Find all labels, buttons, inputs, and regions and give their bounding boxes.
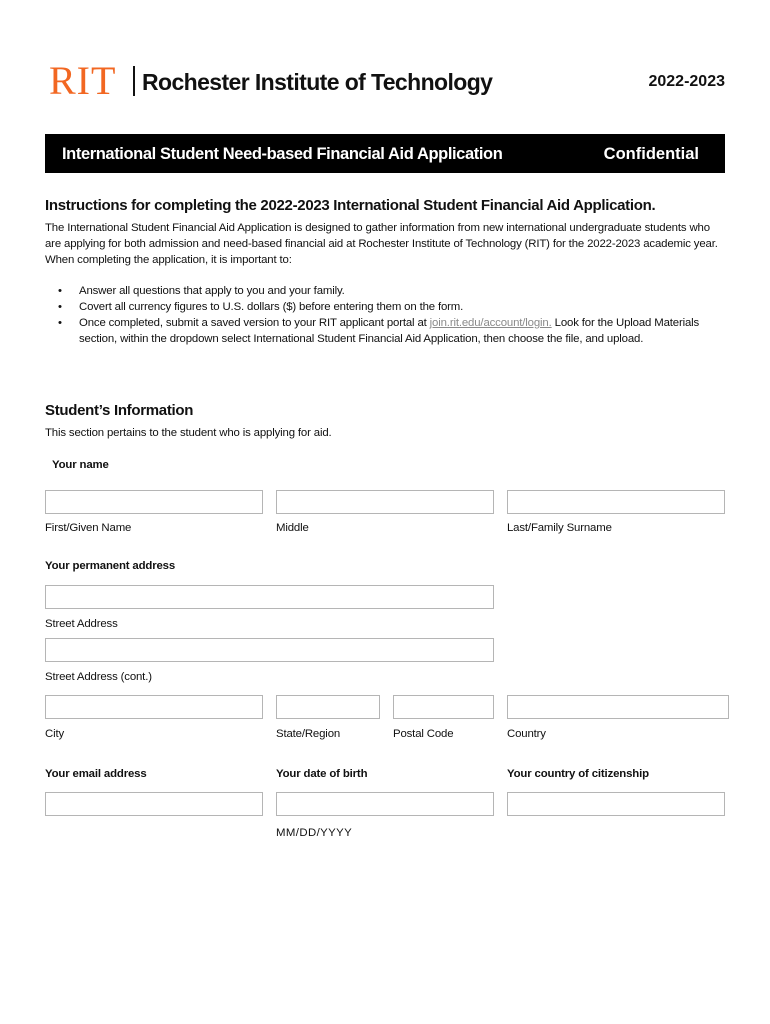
street-address-input[interactable] bbox=[45, 585, 494, 609]
institution-name: Rochester Institute of Technology bbox=[142, 69, 493, 95]
country-caption: Country bbox=[507, 728, 546, 740]
form-title: International Student Need-based Financial Aid Application bbox=[62, 145, 503, 163]
street-address-caption: Street Address bbox=[45, 618, 118, 630]
date-of-birth-caption: MM/DD/YYYY bbox=[276, 827, 353, 839]
confidential-label: Confidential bbox=[603, 145, 699, 163]
academic-year: 2022-2023 bbox=[648, 73, 725, 90]
bullet-marker: • bbox=[58, 301, 62, 313]
middle-name-input[interactable] bbox=[276, 490, 494, 514]
last-name-caption: Last/Family Surname bbox=[507, 522, 612, 534]
street-address-cont-caption: Street Address (cont.) bbox=[45, 671, 152, 683]
instructions-body: The International Student Financial Aid Application is designed to gather information from new international undergraduate students who are applying for both admission and need-based financial aid at Rochester Institute of Technology (RIT) for the 2022-2023 academic year. When completing the application, it is important to: bbox=[45, 222, 718, 266]
your-name-label: Your name bbox=[52, 459, 109, 471]
bullet-text: Look for the Upload Materials section, within the dropdown select International Student Financial Aid Application, then choose the file, and upload. bbox=[79, 317, 700, 345]
bullet-text: Covert all currency figures to U.S. dollars ($) before entering them on the form. bbox=[79, 301, 464, 313]
state-region-caption: State/Region bbox=[276, 728, 341, 740]
bullet-text: Answer all questions that apply to you and your family. bbox=[79, 285, 345, 297]
form-title-banner bbox=[45, 134, 725, 173]
city-input[interactable] bbox=[45, 695, 263, 719]
student-info-subheading: This section pertains to the student who is applying for aid. bbox=[45, 427, 332, 439]
email-label: Your email address bbox=[45, 768, 147, 780]
street-address-cont-input[interactable] bbox=[45, 638, 494, 662]
bullet-marker: • bbox=[58, 317, 62, 329]
citizenship-label: Your country of citizenship bbox=[507, 768, 649, 780]
first-name-input[interactable] bbox=[45, 490, 263, 514]
postal-code-caption: Postal Code bbox=[393, 728, 454, 740]
date-of-birth-label: Your date of birth bbox=[276, 768, 368, 780]
bullet-marker: • bbox=[58, 285, 62, 297]
rit-logo-mark: RIT bbox=[49, 58, 117, 103]
bullet-text: Once completed, submit a saved version to your RIT applicant portal at bbox=[79, 317, 430, 329]
first-name-caption: First/Given Name bbox=[45, 522, 132, 534]
list-item bbox=[58, 315, 726, 347]
last-name-input[interactable] bbox=[507, 490, 725, 514]
date-of-birth-input[interactable] bbox=[276, 792, 494, 816]
instructions-list bbox=[58, 283, 726, 347]
student-info-heading: Student’s Information bbox=[45, 402, 194, 419]
logo-divider bbox=[133, 66, 135, 96]
city-caption: City bbox=[45, 728, 65, 740]
citizenship-input[interactable] bbox=[507, 792, 725, 816]
email-input[interactable] bbox=[45, 792, 263, 816]
list-item bbox=[58, 299, 726, 315]
list-item bbox=[58, 283, 726, 299]
permanent-address-label: Your permanent address bbox=[45, 560, 176, 572]
instructions-heading: Instructions for completing the 2022-2023 International Student Financial Aid Application. bbox=[45, 197, 656, 214]
middle-name-caption: Middle bbox=[276, 522, 309, 534]
country-input[interactable] bbox=[507, 695, 729, 719]
applicant-portal-link[interactable]: join.rit.edu/account/login. bbox=[429, 317, 552, 329]
state-region-input[interactable] bbox=[276, 695, 380, 719]
postal-code-input[interactable] bbox=[393, 695, 494, 719]
